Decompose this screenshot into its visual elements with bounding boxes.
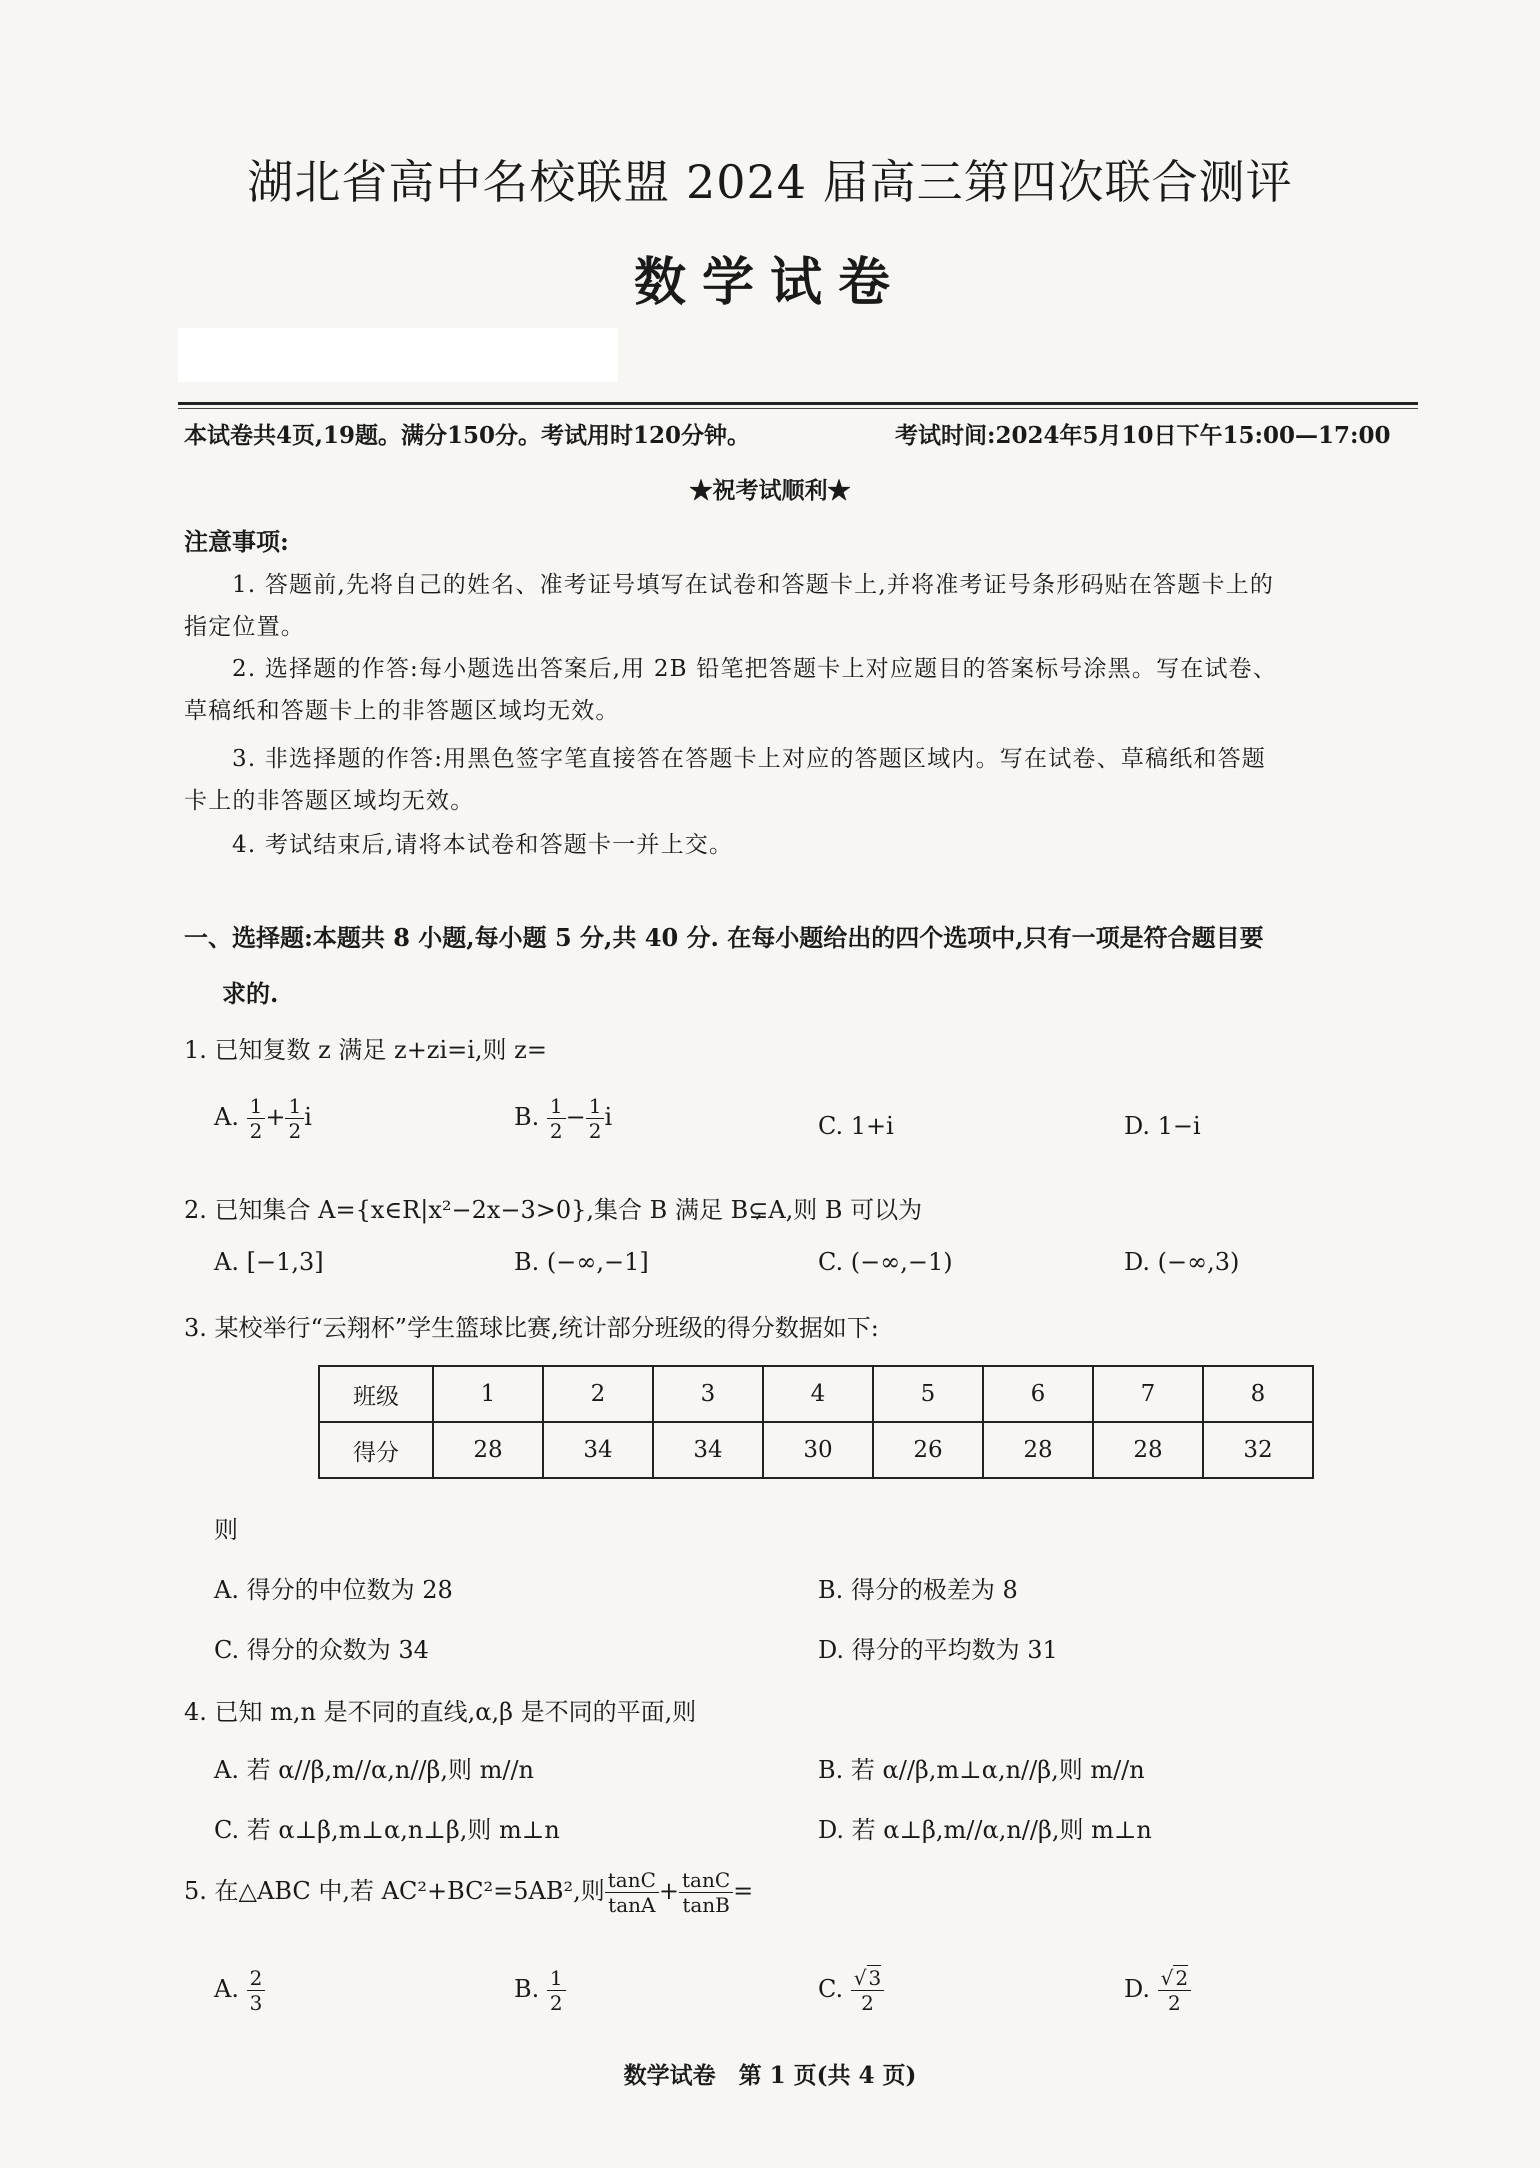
numerator: 1 <box>586 1094 605 1119</box>
exam-subtitle: 数学试卷 <box>633 252 906 313</box>
radicand: 3 <box>868 1966 882 1990</box>
question-1-stem: 1. 已知复数 z 满足 z+zi=i,则 z= <box>184 1036 547 1064</box>
question-5-text: 5. 在△ABC 中,若 AC²+BC²=5AB²,则 <box>184 1877 605 1905</box>
imag-unit: i <box>304 1103 312 1131</box>
question-4-option-d: D. 若 α⊥β,m//α,n//β,则 m⊥n <box>818 1816 1152 1844</box>
denominator: 2 <box>588 1119 602 1143</box>
question-5-option-a <box>214 1966 265 2015</box>
score-table <box>318 1365 1314 1479</box>
option-label: A. <box>214 1103 239 1131</box>
table-cell: 3 <box>653 1366 763 1422</box>
table-cell: 28 <box>1093 1422 1203 1478</box>
header-divider-thin <box>178 408 1418 409</box>
denominator: 2 <box>249 1119 263 1143</box>
notice-item-3-cont: 卡上的非答题区域均无效。 <box>184 788 475 814</box>
numerator: √ 2 <box>1158 1966 1191 1991</box>
question-5-option-b <box>514 1966 566 2015</box>
question-2-stem: 2. 已知集合 A={x∈R|x²−2x−3>0},集合 B 满足 B⊊A,则 B 可以为 <box>184 1196 923 1224</box>
fraction <box>247 1966 266 2015</box>
numerator: 1 <box>547 1966 566 1991</box>
exam-title: 湖北省高中名校联盟 2024 届高三第四次联合测评 <box>247 155 1293 209</box>
numerator: 1 <box>547 1094 566 1119</box>
numerator: tanC <box>605 1868 659 1893</box>
denominator: 2 <box>549 1119 563 1143</box>
table-cell: 28 <box>983 1422 1093 1478</box>
table-row <box>319 1366 1313 1422</box>
fraction <box>247 1094 266 1143</box>
question-3-option-d: D. 得分的平均数为 31 <box>818 1636 1058 1664</box>
table-cell: 30 <box>763 1422 873 1478</box>
notice-item-1: 1. 答题前,先将自己的姓名、准考证号填写在试卷和答题卡上,并将准考证号条形码贴在答题卡上的 <box>232 572 1275 598</box>
table-header-score: 得分 <box>319 1422 433 1478</box>
table-cell: 8 <box>1203 1366 1313 1422</box>
notice-item-4: 4. 考试结束后,请将本试卷和答题卡一并上交。 <box>232 832 734 858</box>
fraction <box>285 1094 304 1143</box>
question-5-option-d <box>1124 1966 1191 2015</box>
notice-heading: 注意事项: <box>184 527 289 556</box>
table-cell: 34 <box>653 1422 763 1478</box>
denominator: 2 <box>1168 1991 1181 2015</box>
denominator: 2 <box>288 1119 302 1143</box>
question-1-option-a <box>214 1094 312 1143</box>
imag-unit: i <box>604 1103 613 1131</box>
option-label: C. <box>818 1975 844 2003</box>
question-2-option-d: D. (−∞,3) <box>1124 1248 1240 1276</box>
fraction-tanC-tanB <box>679 1868 733 1917</box>
option-label: B. <box>514 1975 540 2003</box>
option-label: B. <box>514 1103 540 1131</box>
denominator: tanB <box>682 1893 730 1917</box>
question-4-stem: 4. 已知 m,n 是不同的直线,α,β 是不同的平面,则 <box>184 1698 697 1726</box>
question-4-option-c: C. 若 α⊥β,m⊥α,n⊥β,则 m⊥n <box>214 1816 560 1844</box>
question-3-option-b: B. 得分的极差为 8 <box>818 1576 1018 1604</box>
table-cell: 1 <box>433 1366 543 1422</box>
denominator: 2 <box>861 1991 874 2015</box>
question-1-option-b <box>514 1094 612 1143</box>
table-cell: 2 <box>543 1366 653 1422</box>
table-cell: 32 <box>1203 1422 1313 1478</box>
question-3-stem: 3. 某校举行“云翔杯”学生篮球比赛,统计部分班级的得分数据如下: <box>184 1314 879 1342</box>
denominator: tanA <box>608 1893 656 1917</box>
table-cell: 5 <box>873 1366 983 1422</box>
table-cell: 34 <box>543 1422 653 1478</box>
fraction <box>1158 1966 1191 2015</box>
denominator: 3 <box>249 1991 263 2015</box>
section-heading-cont: 求的. <box>222 979 279 1008</box>
operator: = <box>733 1877 754 1905</box>
table-cell: 26 <box>873 1422 983 1478</box>
question-5-stem <box>184 1868 753 1917</box>
header-divider <box>178 402 1418 405</box>
operator: + <box>658 1877 680 1905</box>
option-label: A. <box>214 1975 239 2003</box>
denominator: 2 <box>549 1991 563 2015</box>
question-4-option-a: A. 若 α//β,m//α,n//β,则 m//n <box>214 1756 535 1784</box>
fraction <box>586 1094 605 1143</box>
question-2-option-c: C. (−∞,−1) <box>818 1248 953 1276</box>
question-4-option-b: B. 若 α//β,m⊥α,n//β,则 m//n <box>818 1756 1145 1784</box>
exam-time: 考试时间:2024年5月10日下午15:00—17:00 <box>895 422 1391 449</box>
question-3-option-c: C. 得分的众数为 34 <box>214 1636 429 1664</box>
fraction <box>547 1094 566 1143</box>
table-header-class: 班级 <box>319 1366 433 1422</box>
fraction <box>547 1966 566 2015</box>
good-luck-banner: ★祝考试顺利★ <box>689 477 851 504</box>
question-1-option-c: C. 1+i <box>818 1112 894 1140</box>
fraction <box>851 1966 884 2015</box>
operator: + <box>265 1103 286 1131</box>
table-cell: 28 <box>433 1422 543 1478</box>
question-1-option-d: D. 1−i <box>1124 1112 1201 1140</box>
table-row <box>319 1422 1313 1478</box>
operator: − <box>565 1103 586 1131</box>
notice-item-1-cont: 指定位置。 <box>184 614 305 640</box>
question-3-then: 则 <box>214 1516 238 1544</box>
numerator: 1 <box>285 1094 304 1119</box>
numerator: 1 <box>247 1094 266 1119</box>
question-5-option-c <box>818 1966 884 2015</box>
option-label: D. <box>1124 1975 1151 2003</box>
exam-info: 本试卷共4页,19题。满分150分。考试用时120分钟。 <box>184 422 751 449</box>
numerator: √ 3 <box>851 1966 884 1991</box>
fraction-tanC-tanA <box>605 1868 659 1917</box>
notice-item-2-cont: 草稿纸和答题卡上的非答题区域均无效。 <box>184 698 620 724</box>
redacted-area <box>178 328 618 382</box>
radicand: 2 <box>1175 1966 1189 1990</box>
notice-item-2: 2. 选择题的作答:每小题选出答案后,用 2B 铅笔把答题卡上对应题目的答案标号涂黑。写在试卷、 <box>232 656 1278 682</box>
question-2-option-b: B. (−∞,−1] <box>514 1248 649 1276</box>
notice-item-3: 3. 非选择题的作答:用黑色签字笔直接答在答题卡上对应的答题区域内。写在试卷、草稿纸和答题 <box>232 746 1267 772</box>
question-3-option-a: A. 得分的中位数为 28 <box>214 1576 453 1604</box>
section-heading: 一、选择题:本题共 8 小题,每小题 5 分,共 40 分. 在每小题给出的四个选项中,只有一项是符合题目要 <box>184 923 1264 952</box>
table-cell: 4 <box>763 1366 873 1422</box>
numerator: tanC <box>679 1868 733 1893</box>
table-cell: 7 <box>1093 1366 1203 1422</box>
table-cell: 6 <box>983 1366 1093 1422</box>
page-footer: 数学试卷 第 1 页(共 4 页) <box>623 2062 917 2089</box>
numerator: 2 <box>247 1966 266 1991</box>
question-2-option-a: A. [−1,3] <box>214 1248 324 1276</box>
